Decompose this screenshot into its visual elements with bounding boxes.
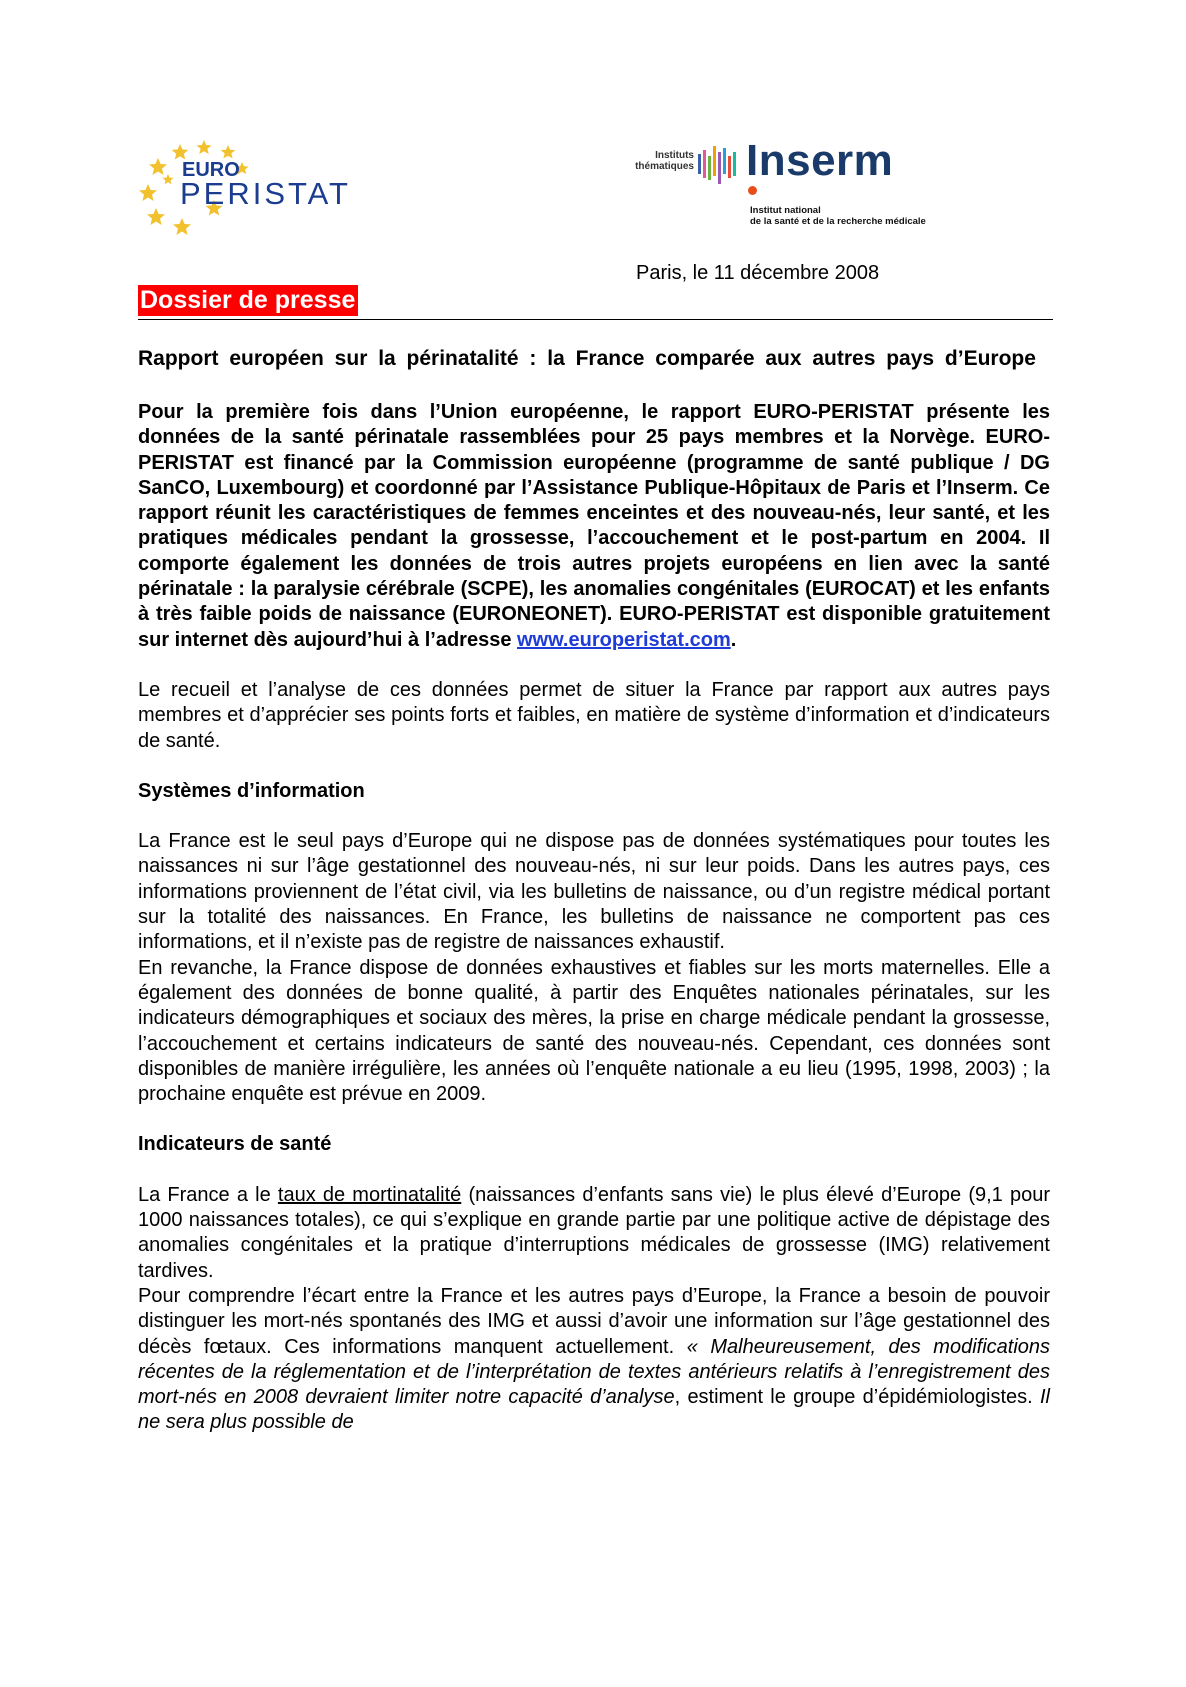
document-title: Rapport européen sur la périnatalité : la France comparée aux autres pays d’Europe (138, 347, 1036, 370)
lead-end: . (730, 628, 737, 651)
inserm-wordmark: Inserm (746, 136, 894, 185)
inserm-subtitle-line2: de la santé et de la recherche médicale (750, 216, 926, 227)
inserm-subtitle-line1: Institut national (750, 205, 821, 216)
press-badge: Dossier de presse (138, 285, 358, 316)
instituts-bars-icon (698, 144, 742, 188)
section-heading-health-indicators: Indicateurs de santé (138, 1133, 332, 1156)
section2-quote-2: Il ne sera plus possible de (138, 1386, 1050, 1434)
section2-p1-before: La France a le (138, 1183, 271, 1206)
section2-p2-mid: , estiment le groupe d’épidémiologistes. (674, 1386, 1033, 1409)
europeristat-link[interactable]: www.europeristat.com (517, 628, 731, 651)
header-divider (138, 319, 1053, 320)
europeristat-line2: PERISTAT (180, 176, 351, 211)
inserm-dot-icon (748, 186, 757, 195)
section2-paragraph-2 (138, 1284, 1050, 1436)
document-body (138, 345, 1050, 1436)
lead-text: Pour la première fois dans l’Union européenne, le rapport EURO-PERISTAT présente les données de la santé périnatale rassemblées pour 25 pays membres et la Norvège. EURO-PERISTAT est financé par la Commission européenne (programme de santé publique / DG SanCO, Luxembourg) et coordonné par l’Assistance Publique-Hôpitaux de Paris et l’Inserm. Ce rapport réunit les caractéristiques de femmes enceintes et des nouveau-nés, leur santé, et les pratiques médicales pendant la grossesse, l’accouchement et le post-partum en 2004. Il comporte également les données de trois autres projets européens en lien avec la santé périnatale : la paralysie cérébrale (SCPE), les anomalies congénitales (EUROCAT) et les enfants à très faible poids de naissance (EURONEONET). EURO-PERISTAT est disponible gratuitement sur internet dès aujourd’hui à l’adresse (138, 401, 1050, 651)
section-heading-information-systems: Systèmes d’information (138, 779, 365, 802)
lead-paragraph (138, 400, 1050, 653)
section2-paragraph-1 (138, 1183, 1050, 1284)
instituts-thematiques-label (612, 150, 694, 172)
instituts-text: Instituts (655, 150, 694, 161)
europeristat-line1: EURO (182, 159, 240, 181)
inserm-logo (612, 136, 942, 240)
intro-paragraph: Le recueil et l’analyse de ces données permet de situer la France par rapport aux autres pays membres et d’apprécier ses points forts et faibles, en matière de système d’information et d’indicateurs de santé. (138, 678, 1050, 752)
press-date: Paris, le 11 décembre 2008 (636, 262, 880, 284)
inserm-subtitle (750, 205, 926, 227)
europeristat-logo-graphic (138, 140, 360, 236)
section2-quote-1: « Malheureusement, des modifications récentes de la réglementation et de l’interprétation de textes antérieurs relatifs à l’enregistrement des mort-nés en 2008 devraient limiter notre capacité d’analyse (138, 1335, 1051, 1409)
section2-p2-start: Pour comprendre l’écart entre la France et les autres pays d’Europe, la France a besoin de pouvoir distinguer les mort-nés spontanés des IMG et aussi d’avoir une information sur l’âge gestationnel des décès fœtaux. Ces informations manquent actuellement. (138, 1284, 1050, 1358)
thematiques-text: thématiques (635, 161, 694, 172)
section2-p1-after: (naissances d’enfants sans vie) le plus élevé d’Europe (9,1 pour 1000 naissances totales), ce qui s’explique en grande partie par une politique active de dépistage des anomalies congénitales et la pratique d’interruptions médicales de grossesse (IMG) relativement tardives. (138, 1183, 1051, 1282)
europeristat-logo (138, 140, 360, 236)
section1-paragraph-1: La France est le seul pays d’Europe qui ne dispose pas de données systématiques pour toutes les naissances ni sur l’âge gestationnel des nouveau-nés, ni sur leur poids. Dans les autres pays, ces informations proviennent de l’état civil, via les bulletins de naissance, ou d’un registre médical portant sur la totalité des naissances. En France, les bulletins de naissance ne comportent pas ces informations, et il n’existe pas de registre de naissances exhaustif. (138, 830, 1050, 954)
mortinatality-term: taux de mortinatalité (277, 1183, 462, 1206)
section1-paragraph-2: En revanche, la France dispose de données exhaustives et fiables sur les morts maternelles. Elle a également des données de bonne qualité, à partir des Enquêtes nationales périnatales, sur les indicateurs démographiques et sociaux des mères, la prise en charge médicale pendant la grossesse, l’accouchement et certains indicateurs de santé des nouveau-nés. Cependant, ces données sont disponibles de manière irrégulière, les années où l’enquête nationale a eu lieu (1995, 1998, 2003) ; la prochaine enquête est prévue en 2009. (138, 956, 1050, 1106)
